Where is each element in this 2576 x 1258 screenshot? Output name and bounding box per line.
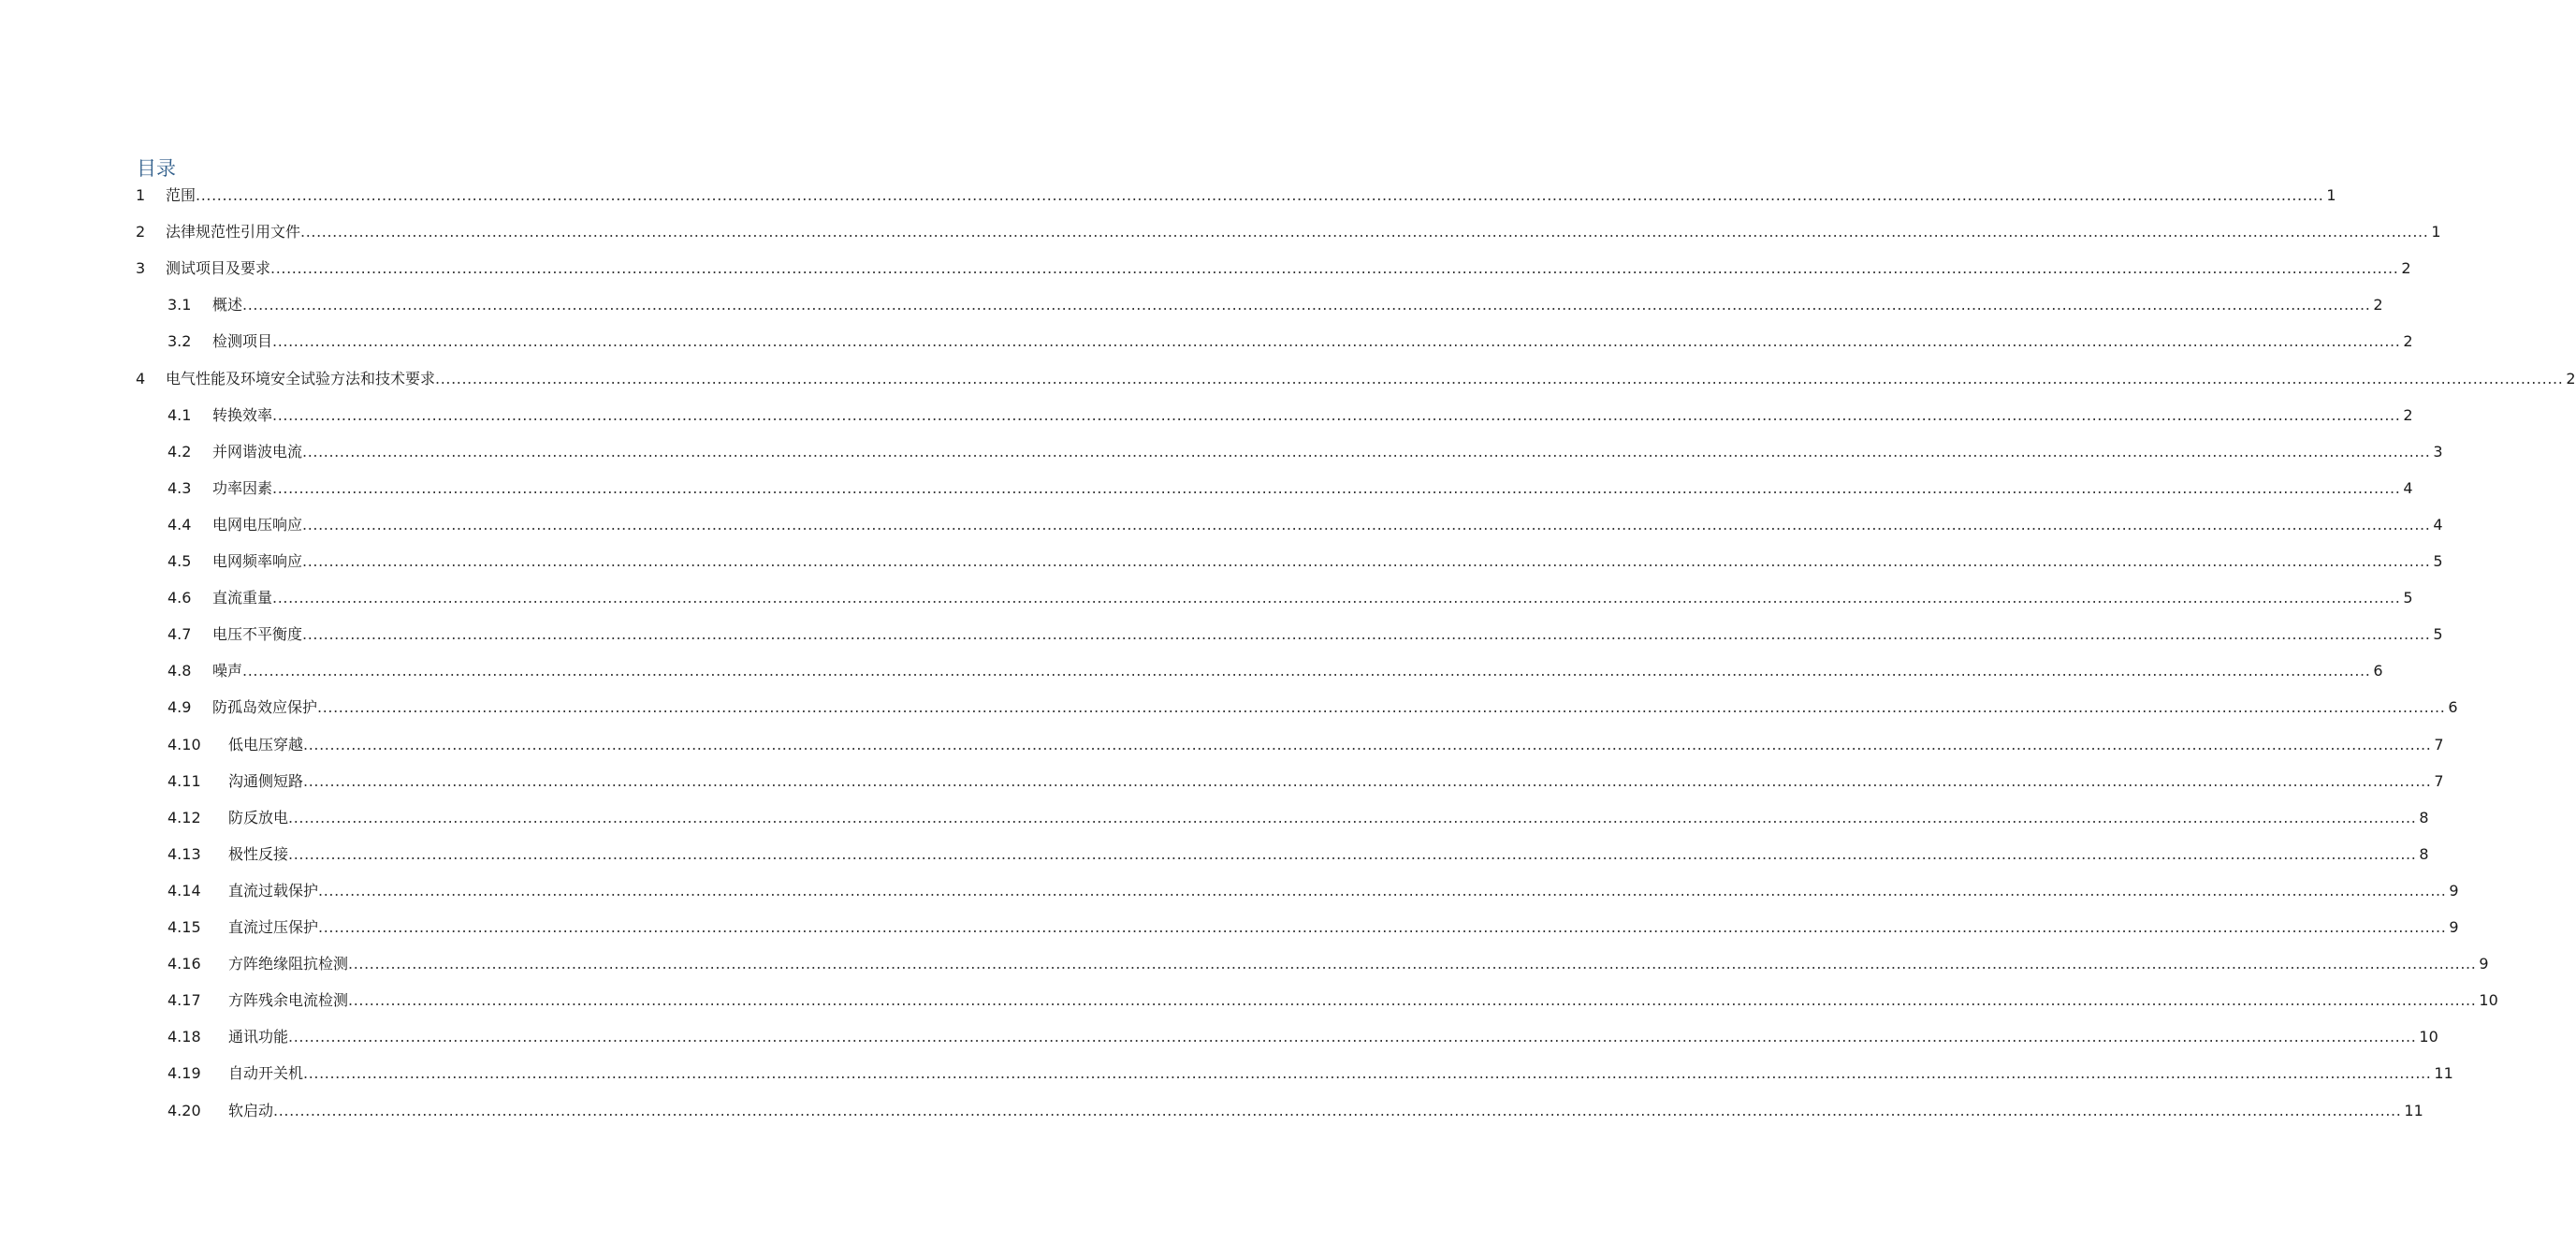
toc-dot-leader: ................................................................................................................................................................................................................................................................................................................................................................................................................ [196, 186, 2324, 204]
toc-entry-leader-row [228, 1101, 2423, 1120]
toc-entry-label: 范围 [166, 186, 196, 204]
toc-entry-leader-row [166, 369, 2576, 388]
toc-entry-number: 4.5 [167, 552, 192, 570]
toc-entry-page-number: 1 [2431, 223, 2441, 241]
toc-entry[interactable] [0, 617, 2443, 653]
toc-entry-leader-row [228, 955, 2489, 973]
toc-entry-leader-row [212, 442, 2443, 461]
toc-entry-leader-row [228, 735, 2444, 754]
toc-dot-leader: ................................................................................................................................................................................................................................................................................................................................................................................................................ [302, 515, 2431, 534]
toc-entry-leader-row [228, 771, 2444, 791]
toc-dot-leader: ................................................................................................................................................................................................................................................................................................................................................................................................................ [272, 589, 2401, 607]
toc-entry-label: 电气性能及环境安全试验方法和技术要求 [166, 369, 436, 388]
toc-entry-page-number: 2 [2403, 405, 2413, 424]
toc-entry-leader-row [228, 1028, 2438, 1046]
toc-entry[interactable] [0, 1056, 2453, 1092]
toc-entry-label: 概述 [212, 296, 243, 314]
toc-dot-leader: ................................................................................................................................................................................................................................................................................................................................................................................................................ [288, 808, 2417, 826]
toc-entry-page-number: 11 [2404, 1101, 2423, 1119]
toc-entry-number: 4.12 [167, 808, 201, 826]
toc-entry-number: 4.15 [167, 918, 201, 936]
toc-entry-label: 直流重量 [212, 589, 273, 607]
toc-entry-label: 极性反接 [228, 844, 289, 863]
toc-entry[interactable] [0, 178, 2336, 214]
toc-entry-label: 通讯功能 [228, 1028, 289, 1046]
toc-entry-leader-row [228, 808, 2429, 827]
toc-dot-leader: ................................................................................................................................................................................................................................................................................................................................................................................................................ [300, 223, 2429, 241]
toc-dot-leader: ................................................................................................................................................................................................................................................................................................................................................................................................................ [303, 1064, 2432, 1083]
toc-entry-leader-row [228, 991, 2498, 1010]
toc-dot-leader: ................................................................................................................................................................................................................................................................................................................................................................................................................ [348, 955, 2477, 973]
toc-entry-label: 电网电压响应 [212, 515, 303, 534]
toc-dot-leader: ................................................................................................................................................................................................................................................................................................................................................................................................................ [288, 844, 2417, 863]
toc-entry-page-number: 3 [2433, 442, 2443, 461]
toc-entry-label: 功率因素 [212, 478, 273, 497]
toc-entry-leader-row [212, 332, 2413, 351]
toc-entry-page-number: 5 [2433, 625, 2443, 644]
toc-entry-page-number: 7 [2434, 735, 2444, 753]
toc-entry-page-number: 9 [2449, 881, 2459, 900]
toc-entry-number: 4.18 [167, 1028, 201, 1046]
toc-entry[interactable] [0, 251, 2411, 287]
toc-entry-leader-row [228, 918, 2459, 937]
toc-entry[interactable] [0, 690, 2458, 726]
toc-entry[interactable] [0, 214, 2441, 251]
toc-entry-leader-row [212, 698, 2458, 717]
toc-dot-leader: ................................................................................................................................................................................................................................................................................................................................................................................................................ [303, 735, 2432, 753]
toc-entry-page-number: 7 [2434, 771, 2444, 790]
toc-entry-number: 4 [136, 369, 146, 388]
toc-entry-number: 4.7 [167, 625, 192, 644]
toc-entry-label: 低电压穿越 [228, 735, 304, 753]
toc-entry-label: 方阵残余电流检测 [228, 991, 349, 1010]
toc-entry-number: 4.20 [167, 1101, 201, 1119]
toc-entry-number: 3 [136, 259, 146, 278]
toc-entry[interactable] [0, 434, 2443, 471]
toc-entry[interactable] [0, 324, 2413, 360]
toc-entry-number: 4.13 [167, 844, 201, 863]
toc-entry-page-number: 5 [2433, 552, 2443, 570]
toc-dot-leader: ................................................................................................................................................................................................................................................................................................................................................................................................................ [435, 369, 2564, 388]
toc-entry[interactable] [0, 653, 2383, 690]
toc-entry-label: 方阵绝缘阻抗检测 [228, 955, 349, 973]
toc-entry-page-number: 2 [2401, 259, 2411, 278]
toc-entry-number: 4.16 [167, 955, 201, 973]
toc-entry-label: 直流过压保护 [228, 918, 319, 936]
toc-entry-page-number: 4 [2433, 515, 2443, 534]
toc-dot-leader: ................................................................................................................................................................................................................................................................................................................................................................................................................ [302, 552, 2431, 570]
toc-dot-leader: ................................................................................................................................................................................................................................................................................................................................................................................................................ [348, 991, 2477, 1010]
toc-entry-leader-row [228, 1064, 2453, 1083]
toc-entry-label: 防孤岛效应保护 [212, 698, 318, 717]
toc-dot-leader: ................................................................................................................................................................................................................................................................................................................................................................................................................ [272, 332, 2401, 351]
toc-entry[interactable] [0, 1093, 2423, 1130]
toc-entry-number: 4.3 [167, 478, 192, 497]
toc-entry-number: 4.19 [167, 1064, 201, 1083]
toc-entry-label: 并网谐波电流 [212, 442, 303, 461]
toc-dot-leader: ................................................................................................................................................................................................................................................................................................................................................................................................................ [303, 771, 2432, 790]
toc-entry-number: 3.2 [167, 332, 192, 351]
toc-entry-leader-row [166, 259, 2411, 278]
toc-entry-number: 3.1 [167, 296, 192, 314]
toc-entry[interactable] [0, 764, 2444, 800]
toc-entry-number: 2 [136, 223, 146, 241]
toc-entry-leader-row [212, 589, 2413, 607]
toc-dot-leader: ................................................................................................................................................................................................................................................................................................................................................................................................................ [242, 296, 2371, 314]
toc-entry-page-number: 8 [2419, 844, 2429, 863]
toc-entry-label: 直流过载保护 [228, 881, 319, 900]
toc-entry-number: 4.11 [167, 771, 201, 790]
toc-entry[interactable] [0, 507, 2443, 544]
toc-entry[interactable] [0, 873, 2459, 910]
toc-entry[interactable] [0, 1019, 2438, 1056]
toc-entry-page-number: 6 [2448, 698, 2458, 717]
toc-entry[interactable] [0, 837, 2429, 873]
toc-entry-page-number: 6 [2373, 662, 2383, 680]
toc-entry-leader-row [212, 662, 2383, 680]
toc-entry-number: 4.2 [167, 442, 192, 461]
toc-entry-page-number: 11 [2434, 1064, 2453, 1083]
toc-entry[interactable] [0, 727, 2444, 764]
toc-dot-leader: ................................................................................................................................................................................................................................................................................................................................................................................................................ [317, 698, 2446, 717]
toc-dot-leader: ................................................................................................................................................................................................................................................................................................................................................................................................................ [242, 662, 2371, 680]
toc-entry-label: 电网频率响应 [212, 552, 303, 570]
toc-entry[interactable] [0, 910, 2459, 946]
toc-entry-label: 电压不平衡度 [212, 625, 303, 644]
toc-dot-leader: ................................................................................................................................................................................................................................................................................................................................................................................................................ [302, 625, 2431, 644]
toc-entry[interactable] [0, 983, 2498, 1019]
toc-entry-page-number: 10 [2419, 1028, 2438, 1046]
toc-entry-number: 4.4 [167, 515, 192, 534]
toc-entry-label: 沟通侧短路 [228, 771, 304, 790]
toc-entry-page-number: 9 [2449, 918, 2459, 936]
toc-entry-leader-row [212, 478, 2413, 498]
toc-title: 目录 [137, 157, 176, 180]
toc-entry-leader-row [166, 223, 2441, 241]
toc-entry-leader-row [212, 552, 2443, 571]
toc-entry-label: 测试项目及要求 [166, 259, 271, 278]
toc-dot-leader: ................................................................................................................................................................................................................................................................................................................................................................................................................ [270, 259, 2399, 278]
toc-entry-leader-row [212, 515, 2443, 534]
toc-entry-leader-row [228, 881, 2459, 900]
toc-entry-number: 4.10 [167, 735, 201, 753]
toc-entry-number: 4.6 [167, 589, 192, 607]
toc-entry-label: 检测项目 [212, 332, 273, 351]
toc-entry-number: 4.1 [167, 405, 192, 424]
toc-entry-number: 4.14 [167, 881, 201, 900]
toc-entry-number: 4.8 [167, 662, 192, 680]
toc-entry-leader-row [228, 844, 2429, 864]
toc-entry[interactable] [0, 946, 2489, 983]
toc-entry-number: 4.17 [167, 991, 201, 1010]
toc-entry[interactable] [0, 580, 2413, 617]
toc-entry-label: 噪声 [212, 662, 243, 680]
toc-dot-leader: ................................................................................................................................................................................................................................................................................................................................................................................................................ [272, 405, 2401, 424]
toc-entry[interactable] [0, 361, 2576, 398]
toc-entry[interactable] [0, 544, 2443, 580]
toc-entry-page-number: 8 [2419, 808, 2429, 826]
toc-entry[interactable] [0, 800, 2429, 837]
toc-entry-page-number: 5 [2403, 589, 2413, 607]
toc-entry-leader-row [212, 405, 2413, 425]
toc-entry-leader-row [166, 186, 2336, 205]
toc-entry-page-number: 2 [2373, 296, 2383, 314]
toc-entry-number: 4.9 [167, 698, 192, 717]
toc-dot-leader: ................................................................................................................................................................................................................................................................................................................................................................................................................ [288, 1028, 2417, 1046]
toc-entry[interactable] [0, 471, 2413, 507]
toc-entry-page-number: 10 [2479, 991, 2498, 1010]
toc-dot-leader: ................................................................................................................................................................................................................................................................................................................................................................................................................ [273, 1101, 2402, 1119]
toc-entry-page-number: 4 [2403, 478, 2413, 497]
toc-dot-leader: ................................................................................................................................................................................................................................................................................................................................................................................................................ [272, 478, 2401, 497]
toc-entry-number: 1 [136, 186, 146, 204]
toc-entry-page-number: 9 [2479, 955, 2489, 973]
toc-dot-leader: ................................................................................................................................................................................................................................................................................................................................................................................................................ [318, 918, 2447, 936]
toc-dot-leader: ................................................................................................................................................................................................................................................................................................................................................................................................................ [318, 881, 2447, 900]
toc-entry-label: 防反放电 [228, 808, 289, 826]
toc-entry-leader-row [212, 625, 2443, 644]
toc-entry-page-number: 2 [2403, 332, 2413, 351]
toc-dot-leader: ................................................................................................................................................................................................................................................................................................................................................................................................................ [302, 442, 2431, 461]
toc-entry-label: 法律规范性引用文件 [166, 223, 301, 241]
toc-entry-label: 转换效率 [212, 405, 273, 424]
toc-entry[interactable] [0, 398, 2413, 434]
toc-entry-label: 软启动 [228, 1101, 274, 1119]
toc-entry-leader-row [212, 296, 2383, 314]
toc-entry[interactable] [0, 287, 2383, 324]
toc-entry-page-number: 1 [2326, 186, 2336, 204]
toc-entry-page-number: 2 [2566, 369, 2576, 388]
toc-entry-label: 自动开关机 [228, 1064, 304, 1083]
